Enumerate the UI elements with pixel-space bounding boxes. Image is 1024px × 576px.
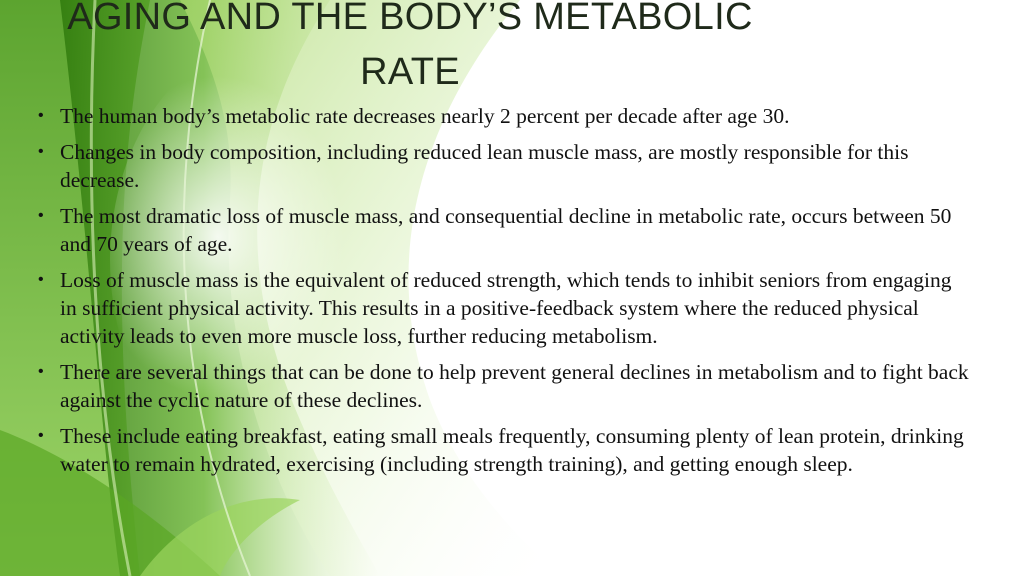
bullet-icon: •	[38, 143, 44, 160]
bullet-item	[28, 138, 973, 194]
bullet-icon: •	[38, 207, 44, 224]
bullet-text: There are several things that can be done to help prevent general declines in metabolism and to fight back against the cyclic nature of these declines.	[60, 360, 969, 412]
bullet-text: The most dramatic loss of muscle mass, and consequential decline in metabolic rate, occurs between 50 and 70 years of age.	[60, 204, 952, 256]
bullet-icon: •	[38, 271, 44, 288]
bullet-icon: •	[38, 107, 44, 124]
bullet-item	[28, 358, 973, 414]
bullet-item	[28, 266, 973, 350]
slide-title: AGING AND THE BODY’S METABOLIC RATE	[67, 0, 753, 93]
bullet-icon: •	[38, 427, 44, 444]
bullet-item	[28, 102, 973, 130]
bullet-icon: •	[38, 363, 44, 380]
bullet-text: These include eating breakfast, eating small meals frequently, consuming plenty of lean protein, drinking water to remain hydrated, exercising (including strength training), and getting enough sleep.	[60, 424, 964, 476]
bullet-item	[28, 422, 973, 478]
bullet-item	[28, 202, 973, 258]
bullet-list	[28, 102, 973, 486]
bullet-text: The human body’s metabolic rate decreases nearly 2 percent per decade after age 30.	[60, 104, 790, 128]
bullet-text: Loss of muscle mass is the equivalent of reduced strength, which tends to inhibit seniors from engaging in sufficient physical activity. This results in a positive-feedback system where the reduced physical activity leads to even more muscle loss, further reducing metabolism.	[60, 268, 952, 348]
bullet-text: Changes in body composition, including reduced lean muscle mass, are mostly responsible for this decrease.	[60, 140, 909, 192]
